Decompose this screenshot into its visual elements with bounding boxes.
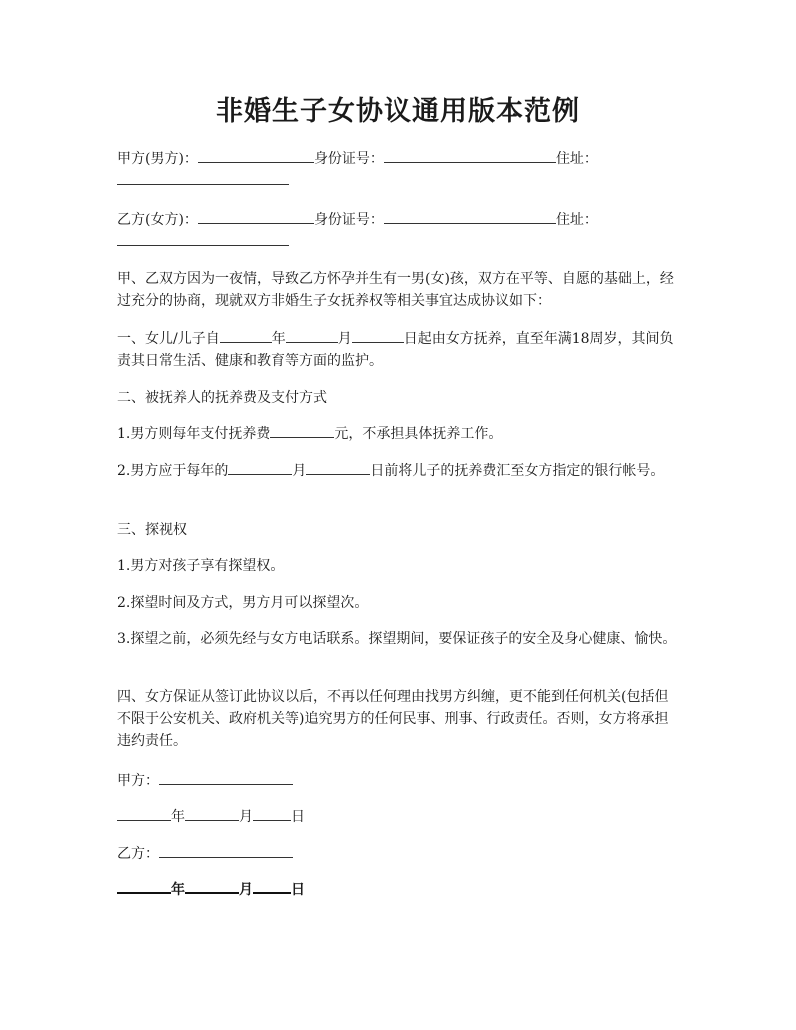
- clause-1-year-label: 年: [271, 331, 286, 347]
- signature-a-line: [117, 770, 681, 792]
- clause-3-1: 1.男方对孩子享有探望权。: [117, 558, 285, 574]
- date-a-day-blank: [253, 806, 291, 821]
- clause-2-2: [117, 460, 681, 482]
- signature-b-label: 乙方：: [117, 846, 159, 862]
- date-a-year-blank: [117, 806, 171, 821]
- party-a-address-line: [117, 170, 679, 192]
- document-title: 非婚生子女协议通用版本范例: [216, 96, 580, 127]
- clause-2-2-month-label: 月: [292, 463, 307, 479]
- clause-2-1-prefix: 1.男方则每年支付抚养费: [117, 426, 271, 442]
- date-b-line: [117, 878, 681, 901]
- clause-1-month-label: 月: [337, 331, 352, 347]
- intro-paragraph: 甲、乙双方因为一夜情，导致乙方怀孕并生有一男(女)孩，双方在平等、自愿的基础上，经过充分的协商，现就双方非婚生子女抚养权等相关事宜达成协议如下：: [117, 271, 674, 309]
- clause-1-month-blank: [286, 328, 338, 343]
- date-a-line: [117, 806, 681, 828]
- clause-3-3: 3.探望之前，必须先经与女方电话联系。探望期间，要保证孩子的安全及身心健康、愉快。: [117, 631, 677, 647]
- party-a-line: [117, 148, 679, 170]
- date-a-day-label: 日: [291, 809, 305, 825]
- clause-1-prefix: 一、女儿/儿子自: [117, 331, 220, 347]
- date-b-year-label: 年: [171, 882, 185, 898]
- signature-b-blank: [159, 843, 293, 858]
- signature-b-line: [117, 843, 681, 865]
- clause-1: [117, 328, 681, 372]
- date-a-year-label: 年: [171, 809, 185, 825]
- clause-2-1-amount-blank: [270, 423, 334, 438]
- clause-1-year-blank: [220, 328, 272, 343]
- date-b-month-label: 月: [239, 882, 253, 898]
- clause-4: 四、女方保证从签订此协议以后，不再以任何理由找男方纠缠，更不能到任何机关(包括但不限于公安机关、政府机关等)追究男方的任何民事、刑事、行政责任。否则，女方将承担违约责任。: [117, 689, 669, 749]
- clause-1-day-blank: [352, 328, 404, 343]
- party-b-block: [117, 209, 679, 253]
- party-b-id-label: 身份证号：: [313, 212, 384, 228]
- party-b-label: 乙方(女方)：: [117, 212, 198, 228]
- clause-2-2-prefix: 2.男方应于每年的: [117, 463, 229, 479]
- signature-a-label: 甲方：: [117, 773, 159, 789]
- party-b-address-label: 住址：: [555, 212, 598, 228]
- party-a-address-blank: [117, 170, 289, 185]
- party-b-line: [117, 209, 679, 231]
- clause-2-1-suffix: 元，不承担具体抚养工作。: [334, 426, 503, 442]
- party-b-name-blank: [198, 209, 314, 224]
- party-a-label: 甲方(男方)：: [117, 151, 198, 167]
- party-a-id-blank: [384, 148, 556, 163]
- party-b-id-blank: [384, 209, 556, 224]
- clause-3-heading: 三、探视权: [117, 522, 187, 538]
- date-b-month-blank: [185, 878, 239, 894]
- clause-2-2-suffix: 日前将儿子的抚养费汇至女方指定的银行帐号。: [370, 463, 665, 479]
- date-b-day-label: 日: [291, 882, 305, 898]
- party-b-address-line: [117, 231, 679, 253]
- clause-2-2-month-blank: [228, 460, 292, 475]
- clause-3-2: 2.探望时间及方式，男方月可以探望次。: [117, 595, 369, 611]
- clause-2-2-day-blank: [306, 460, 370, 475]
- party-a-id-label: 身份证号：: [313, 151, 384, 167]
- party-a-address-label: 住址：: [555, 151, 598, 167]
- date-b-year-blank: [117, 878, 171, 894]
- date-a-month-blank: [185, 806, 239, 821]
- clause-1-suffix: 日起由女方抚养，直至年满18周岁，其间负责其日常生活、健康和教育等方面的监护。: [117, 331, 674, 369]
- clause-2-1: [117, 423, 681, 445]
- party-a-name-blank: [198, 148, 314, 163]
- signature-a-blank: [159, 770, 293, 785]
- date-a-month-label: 月: [239, 809, 253, 825]
- clause-2-heading: 二、被抚养人的抚养费及支付方式: [117, 390, 327, 406]
- party-a-block: [117, 148, 679, 192]
- date-b-day-blank: [253, 878, 291, 894]
- party-b-address-blank: [117, 231, 289, 246]
